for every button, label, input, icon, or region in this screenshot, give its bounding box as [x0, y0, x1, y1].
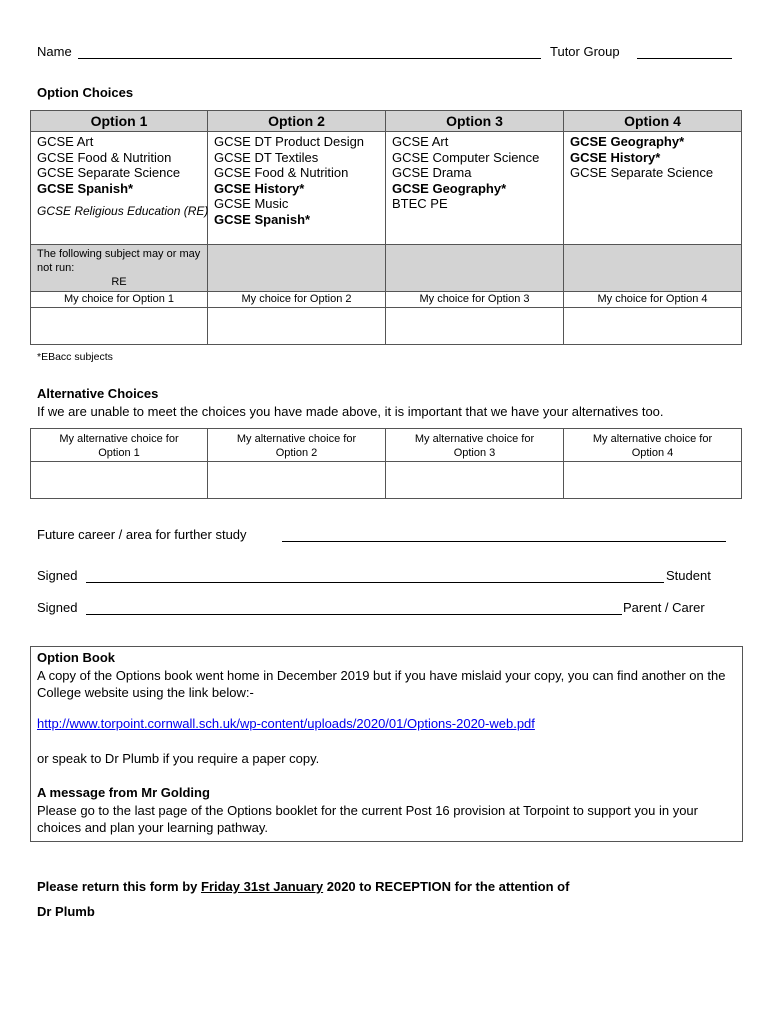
ebacc-note: *EBacc subjects — [37, 351, 113, 363]
option-3-subjects — [386, 132, 564, 245]
return-notice-part1: Please return this form by — [37, 879, 201, 894]
tutor-group-label: Tutor Group — [550, 44, 620, 59]
subject-item: GCSE History* — [570, 149, 661, 165]
return-notice-part2: 2020 to RECEPTION for the attention of — [323, 879, 570, 894]
option-2-subjects — [208, 132, 386, 245]
alt-label-4 — [564, 429, 742, 462]
return-date: Friday 31st January — [201, 879, 324, 894]
subject-item: GCSE Geography* — [570, 134, 685, 149]
parent-signature-field[interactable] — [86, 614, 622, 615]
subject-item: GCSE Separate Science — [37, 165, 181, 180]
alt-label-line: Option 3 — [453, 447, 496, 459]
option-book-text: A copy of the Options book went home in December 2019 but if you have mislaid your copy, you can find another on the College website using the link below:- — [37, 668, 726, 700]
gray-cell — [564, 245, 742, 292]
signed-label-student: Signed — [37, 568, 78, 583]
alternative-choices-heading: Alternative Choices — [37, 386, 159, 401]
alt-label-1 — [31, 429, 208, 462]
choice-label-4: My choice for Option 4 — [564, 292, 742, 308]
option-4-header: Option 4 — [564, 111, 742, 132]
alt-label-line: Option 1 — [98, 447, 140, 459]
alternative-instruction: If we are unable to meet the choices you have made above, it is important that we have your alternatives too. — [37, 404, 664, 419]
may-not-run-note: The following subject may or may not run: — [37, 248, 201, 274]
signed-label-parent: Signed — [37, 600, 78, 615]
option-1-header: Option 1 — [31, 111, 208, 132]
may-not-run-cell — [31, 245, 208, 292]
may-not-run-subject: RE — [111, 276, 127, 288]
subject-item: GCSE Art — [37, 134, 94, 149]
tutor-group-field[interactable] — [637, 58, 732, 59]
option-book-heading: Option Book — [37, 650, 115, 665]
choice-label-1: My choice for Option 1 — [31, 292, 208, 308]
alt-input-1[interactable] — [31, 462, 208, 499]
subject-item: GCSE Geography* — [392, 180, 507, 196]
option-3-header: Option 3 — [386, 111, 564, 132]
alt-label-line: My alternative choice for — [59, 433, 179, 445]
alt-label-line: Option 2 — [275, 447, 318, 459]
subject-item: GCSE Spanish* — [214, 211, 311, 227]
alt-label-2 — [208, 429, 386, 462]
choice-input-1[interactable] — [31, 308, 208, 345]
gray-cell — [208, 245, 386, 292]
student-label: Student — [666, 568, 711, 583]
subject-item: GCSE Food & Nutrition — [37, 149, 172, 165]
alt-input-2[interactable] — [208, 462, 386, 499]
alt-label-3 — [386, 429, 564, 462]
option-4-subjects — [564, 132, 742, 245]
return-recipient: Dr Plumb — [37, 904, 95, 919]
subject-item: GCSE Food & Nutrition — [214, 165, 349, 180]
subject-item: GCSE DT Product Design — [214, 134, 365, 149]
subject-item: GCSE History* — [214, 180, 305, 196]
alt-label-line: My alternative choice for — [414, 433, 535, 445]
choice-input-3[interactable] — [386, 308, 564, 345]
alt-label-line: My alternative choice for — [592, 433, 713, 445]
option-1-subjects — [31, 132, 208, 245]
alternative-table — [30, 428, 742, 499]
gray-cell — [386, 245, 564, 292]
subject-item: GCSE Spanish* — [37, 180, 134, 196]
subject-item: BTEC PE — [392, 196, 448, 211]
choice-input-2[interactable] — [208, 308, 386, 345]
message-text: Please go to the last page of the Options booklet for the current Post 16 provision at Torpoint to support you in your choices and plan your learning pathway. — [37, 803, 698, 835]
return-notice — [37, 879, 569, 894]
alt-label-line: My alternative choice for — [236, 433, 357, 445]
alt-input-3[interactable] — [386, 462, 564, 499]
choice-label-2: My choice for Option 2 — [208, 292, 386, 308]
subject-item: GCSE Art — [392, 134, 449, 149]
subject-item: GCSE DT Textiles — [214, 149, 319, 165]
message-heading: A message from Mr Golding — [37, 785, 210, 800]
name-label: Name — [37, 44, 72, 59]
choice-label-3: My choice for Option 3 — [386, 292, 564, 308]
paper-copy-text: or speak to Dr Plumb if you require a paper copy. — [37, 751, 320, 766]
alt-label-line: Option 4 — [631, 447, 674, 459]
subject-item-re: GCSE Religious Education (RE) — [37, 204, 209, 218]
choice-input-4[interactable] — [564, 308, 742, 345]
future-career-field[interactable] — [282, 541, 726, 542]
option-choices-heading: Option Choices — [37, 85, 134, 100]
name-field[interactable] — [78, 58, 541, 59]
options-table — [30, 110, 742, 345]
option-2-header: Option 2 — [208, 111, 386, 132]
alt-input-4[interactable] — [564, 462, 742, 499]
options-book-link[interactable]: http://www.torpoint.cornwall.sch.uk/wp-content/uploads/2020/01/Options-2020-web.pdf — [37, 716, 535, 731]
future-career-label: Future career / area for further study — [37, 527, 247, 542]
subject-item: GCSE Computer Science — [392, 149, 540, 165]
subject-item: GCSE Music — [214, 196, 289, 211]
student-signature-field[interactable] — [86, 582, 664, 583]
subject-item: GCSE Separate Science — [570, 165, 714, 180]
subject-item: GCSE Drama — [392, 165, 472, 180]
parent-carer-label: Parent / Carer — [623, 600, 705, 615]
